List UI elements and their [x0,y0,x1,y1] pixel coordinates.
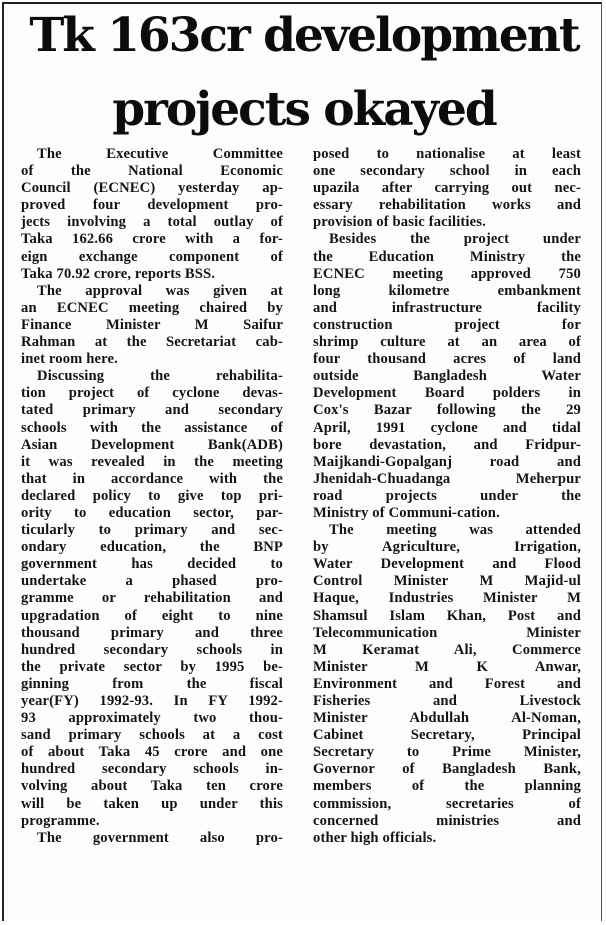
article-line: construction project for [313,316,581,333]
article-line: long kilometre embankment [313,282,581,299]
article-line: Cox's Bazar following the 29 [313,402,581,419]
article-line: volving about Taka ten crore [21,778,283,795]
article-line: M Keramat Ali, Commerce [313,641,581,658]
article-line: one secondary school in each [313,163,581,180]
article-line: inet room here. [21,351,118,368]
headline-line-2: projects okayed [112,82,496,137]
article-line: The government also pro- [37,829,283,846]
article-line: Jhenidah-Chuadanga Meherpur [313,470,581,487]
article-line: Maijkandi-Gopalganj road and [313,453,581,470]
article-line: The approval was given at [37,282,283,299]
article-line: concerned ministries and [313,812,581,829]
article-line: road projects under the [313,487,581,504]
article-line: will be taken up under this [21,795,283,812]
article-line: upazila after carrying out nec- [313,180,581,197]
article-line: government has decided to [21,556,283,573]
article-line: Minister Abdullah Al-Noman, [313,710,581,727]
article-line: programme. [21,812,100,829]
article-line: schools with the assistance of [21,419,283,436]
article-line: undertake a phased pro- [21,573,283,590]
article-line: ority to education sector, par- [21,504,283,521]
article-line: Ministry of Communi-cation. [313,504,500,521]
article-line: Haque, Industries Minister M [313,590,581,607]
article-line: an ECNEC meeting chaired by [21,299,283,316]
article-line: 93 approximately two thou- [21,710,283,727]
article-line: Finance Minister M Saifur [21,316,283,333]
article-line: and infrastructure facility [313,299,581,316]
article-line: declared policy to give top pri- [21,487,283,504]
article-line: Taka 70.92 crore, reports BSS. [21,265,216,282]
article-line: April, 1991 cyclone and tidal [313,419,581,436]
article-line: tion project of cyclone devas- [21,385,283,402]
article-line: of about Taka 45 crore and one [21,744,283,761]
article-line: jects involving a total outlay of [21,214,283,231]
article-line: ticularly to primary and sec- [21,522,283,539]
article-line: provision of basic facilities. [313,214,486,231]
article-line: by Agriculture, Irrigation, [313,539,581,556]
article-line: proved four development pro- [21,197,283,214]
article-line: Water Development and Flood [313,556,581,573]
article-line: posed to nationalise at least [313,146,581,162]
article-line: year(FY) 1992-93. In FY 1992- [21,693,283,709]
article-line: the private sector by 1995 be- [21,658,283,675]
article-line: Control Minister M Majid-ul [313,573,581,590]
article-line: bore devastation, and Fridpur- [313,436,581,453]
article-line: Rahman at the Secretariat cab- [21,334,283,351]
article-line: of the National Economic [21,163,283,180]
article-line: it was revealed in the meeting [21,453,283,470]
article-line: members of the planning [313,778,581,795]
article-line: tated primary and secondary [21,402,283,419]
article-line: hundred secondary schools in [21,641,283,658]
article-line: Shamsul Islam Khan, Post and [313,607,581,624]
article-line: the Education Ministry the [313,248,581,265]
article-line: Cabinet Secretary, Principal [313,727,581,744]
article-column-left [21,146,283,847]
article-line: outside Bangladesh Water [313,368,581,385]
article-line: Discussing the rehabilita- [37,368,283,385]
article-line: Telecommunication Minister [313,624,581,641]
article-line: Fisheries and Livestock [313,693,581,709]
article-line: ECNEC meeting approved 750 [313,265,581,282]
article-column-right [313,146,581,847]
article-line: ondary education, the BNP [21,539,283,556]
article-line: upgradation of eight to nine [21,607,283,624]
article-line: hundred secondary schools in- [21,761,283,778]
article-line: other high officials. [313,829,437,846]
article-line: Secretary to Prime Minister, [313,744,581,761]
article-line: sand primary schools at a cost [21,727,283,744]
article-line: Governor of Bangladesh Bank, [313,761,581,778]
article-line: gramme or rehabilitation and [21,590,283,607]
article-line: The meeting was attended [329,522,581,539]
article-line: Minister M K Anwar, [313,658,581,675]
article-line: The Executive Committee [37,146,283,162]
headline-line-1: Tk 163cr development [29,8,579,63]
article-line: commission, secretaries of [313,795,581,812]
article-line: Council (ECNEC) yesterday ap- [21,180,283,197]
article-line: Development Board polders in [313,385,581,402]
article-line: Environment and Forest and [313,675,581,692]
article-line: essary rehabilitation works and [313,197,581,214]
article-line: shrimp culture at an area of [313,334,581,351]
article-line: Asian Development Bank(ADB) [21,436,283,453]
article-line: ginning from the fiscal [21,675,283,692]
article-line: Taka 162.66 crore with a for- [21,231,283,248]
article-line: thousand primary and three [21,624,283,641]
article-line: Besides the project under [329,231,581,248]
article-line: eign exchange component of [21,248,283,265]
article-line: four thousand acres of land [313,351,581,368]
article-line: that in accordance with the [21,470,283,487]
